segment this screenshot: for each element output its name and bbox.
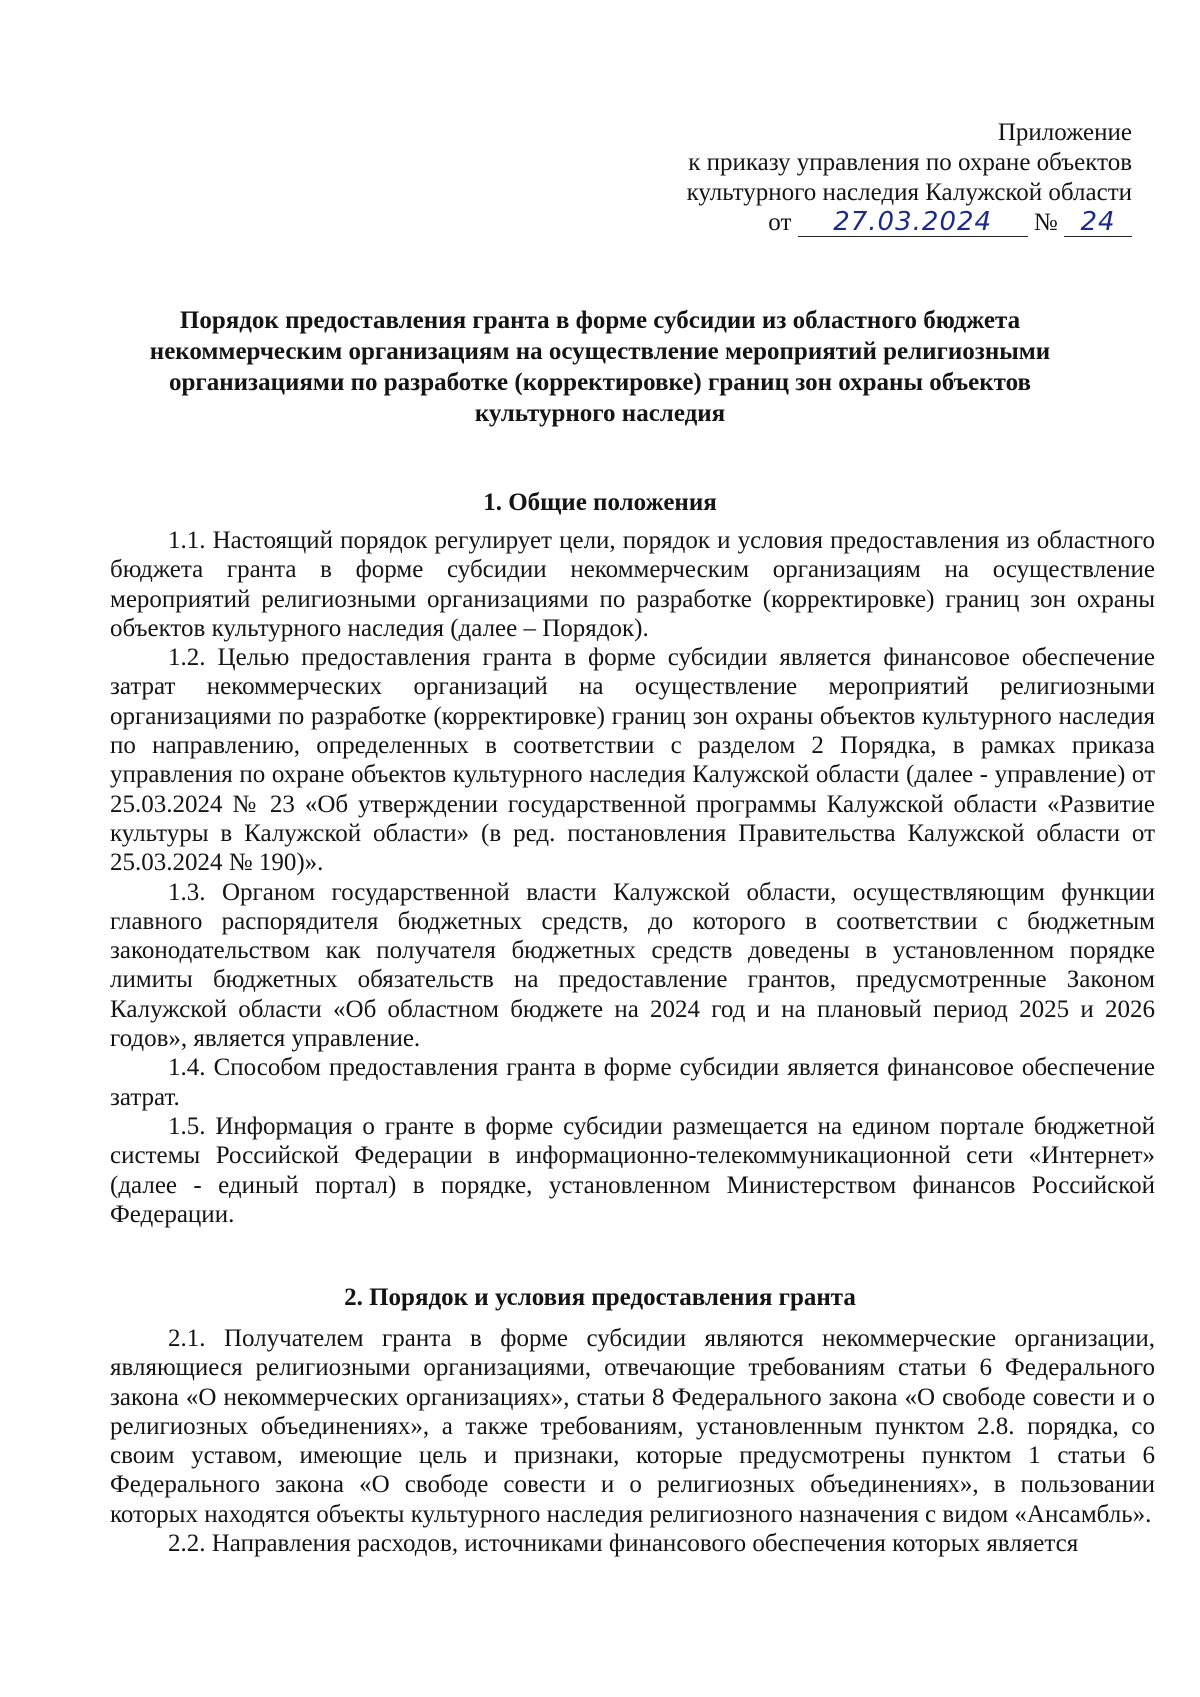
document-title: Порядок предоставления гранта в форме субсидии из областного бюджета некоммерческим организациям на осуществление мероприятий религиозными организациями по разработке (корректировке) границ зон охраны объектов культурного наследия (149, 307, 1051, 427)
paragraph-1-2: 1.2. Целью предоставления гранта в форме субсидии является финансовое обеспечение затрат некоммерческих организаций на осуществление мероприятий религиозными организациями по разработке (корректировке) границ зон охраны объектов культурного наследия по направлению, определенных в соответствии с разделом 2 Порядка, в рамках приказа управления по охране объектов культурного наследия Калужской области (далее - управление) от 25.03.2024 № 23 «Об утверждении государственной программы Калужской области «Развитие культуры в Калужской области» (в ред. постановления Правительства Калужской области от 25.03.2024 № 190)». (110, 644, 1155, 877)
section-2-heading: 2. Порядок и условия предоставления гранта (344, 1284, 856, 1311)
appendix-block (687, 118, 1132, 238)
number-sign: № (1033, 209, 1058, 236)
date-prefix: от (768, 209, 792, 236)
handwritten-number: 24 (1064, 208, 1132, 237)
handwritten-date: 27.03.2024 (798, 208, 1028, 237)
paragraph-1-5: 1.5. Информация о гранте в форме субсидии размещается на едином портале бюджетной системы Российской Федерации в информационно-телекоммуникационной сети «Интернет» (далее - единый портал) в порядке, установленном Министерством финансов Российской Федерации. (110, 1112, 1155, 1228)
paragraph-1-1: 1.1. Настоящий порядок регулирует цели, порядок и условия предоставления из областного бюджета гранта в форме субсидии некоммерческим организациям на осуществление мероприятий религиозными организациями по разработке (корректировке) границ зон охраны объектов культурного наследия (далее – Порядок). (110, 527, 1155, 642)
appendix-authority-line: культурного наследия Калужской области (686, 179, 1132, 206)
paragraph-2-1: 2.1. Получателем гранта в форме субсидии являются некоммерческие организации, являющиеся религиозными организациями, отвечающие требованиям статьи 6 Федерального закона «О некоммерческих организациях», статьи 8 Федерального закона «О свободе совести и о религиозных объединениях», а также требованиям, установленным пунктом 2.8. порядка, со своим уставом, имеющие цель и признаки, которые предусмотрены пунктом 1 статьи 6 Федерального закона «О свободе совести и о религиозных объединениях», в пользовании которых находятся объекты культурного наследия религиозного назначения с видом «Ансамбль». (110, 1325, 1155, 1528)
section-2-body (110, 1324, 1155, 1558)
paragraph-2-2: 2.2. Направления расходов, источниками финансового обеспечения которых является (168, 1530, 1079, 1558)
appendix-date-number-line (687, 208, 1132, 238)
paragraph-1-3: 1.3. Органом государственной власти Калужской области, осуществляющим функции главного распорядителя бюджетных средств, до которого в соответствии с бюджетным законодательством как получателя бюджетных средств доведены в установленном порядке лимиты бюджетных обязательств на предоставление грантов, предусмотренные Законом Калужской области «Об областном бюджете на 2024 год и на плановый период 2025 и 2026 годов», является управление. (110, 878, 1155, 1053)
section-1-body (110, 526, 1155, 1229)
paragraph-1-4: 1.4. Способом предоставления гранта в форме субсидии является финансовое обеспечение затрат. (110, 1054, 1155, 1111)
appendix-title: Приложение (997, 119, 1132, 146)
appendix-order-line: к приказу управления по охране объектов (688, 149, 1132, 176)
section-1-heading: 1. Общие положения (483, 489, 717, 516)
